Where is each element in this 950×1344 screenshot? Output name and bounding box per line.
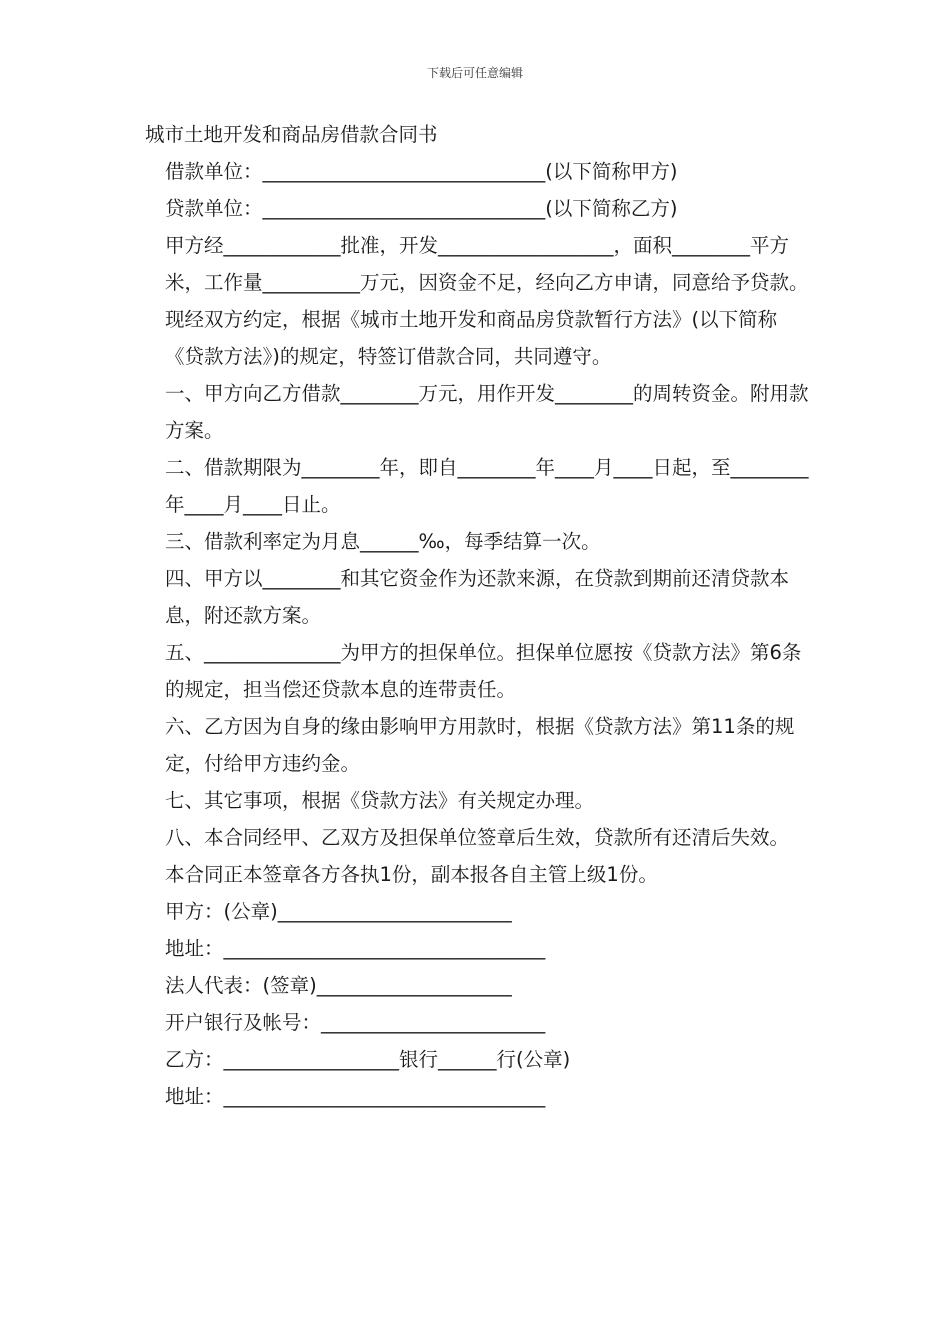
clause-3: 三、借款利率定为月息______‰，每季结算一次。 xyxy=(165,530,601,553)
preamble-paragraph: 甲方经____________批准，开发__________________，面积________平方米，工作量__________万元，因资金不足，经向乙方申请，同意给予贷款。现经双方约定，根据《城市土地开发和商品房贷款暂行方法》(以下简称《贷款方法》)的规定，特签订借款合同，共同遵守。 xyxy=(165,234,809,368)
page-header-note: 下载后可任意编辑 xyxy=(426,66,523,80)
clause-2: 二、借款期限为________年，即自________年____月____日起，至________年____月____日止。 xyxy=(165,456,809,516)
clause-6: 六、乙方因为自身的缘由影响甲方用款时，根据《贷款方法》第11条的规定，付给甲方违约金。 xyxy=(165,715,795,775)
clause-4: 四、甲方以________和其它资金作为还款来源，在贷款到期前还清贷款本息，附还款方案。 xyxy=(165,567,790,627)
party-b-bank-line: 乙方：__________________银行______行(公章) xyxy=(165,1048,571,1071)
party-a-seal-line: 甲方：(公章)________________________ xyxy=(165,900,512,923)
clause-5: 五、______________为甲方的担保单位。担保单位愿按《贷款方法》第6条的规定，担当偿还贷款本息的连带责任。 xyxy=(165,641,802,701)
contract-body xyxy=(145,116,810,1115)
clause-7: 七、其它事项，根据《贷款方法》有关规定办理。 xyxy=(165,789,595,812)
legal-rep-line: 法人代表：(签章)____________________ xyxy=(165,974,512,997)
party-a-address-line: 地址：_________________________________ xyxy=(165,937,546,960)
copies-note: 本合同正本签章各方各执1份，副本报各自主管上级1份。 xyxy=(165,863,658,886)
lender-line: 贷款单位：_____________________________(以下简称乙方) xyxy=(165,197,678,220)
document-title: 城市土地开发和商品房借款合同书 xyxy=(145,123,438,146)
bank-account-line: 开户银行及帐号：_______________________ xyxy=(165,1011,546,1034)
clause-1: 一、甲方向乙方借款________万元，用作开发________的周转资金。附用款方案。 xyxy=(165,382,809,442)
borrower-line: 借款单位：_____________________________(以下简称甲方) xyxy=(165,160,678,183)
clause-8: 八、本合同经甲、乙双方及担保单位签章后生效，贷款所有还清后失效。 xyxy=(165,826,790,849)
party-b-address-line: 地址：_________________________________ xyxy=(165,1085,546,1108)
